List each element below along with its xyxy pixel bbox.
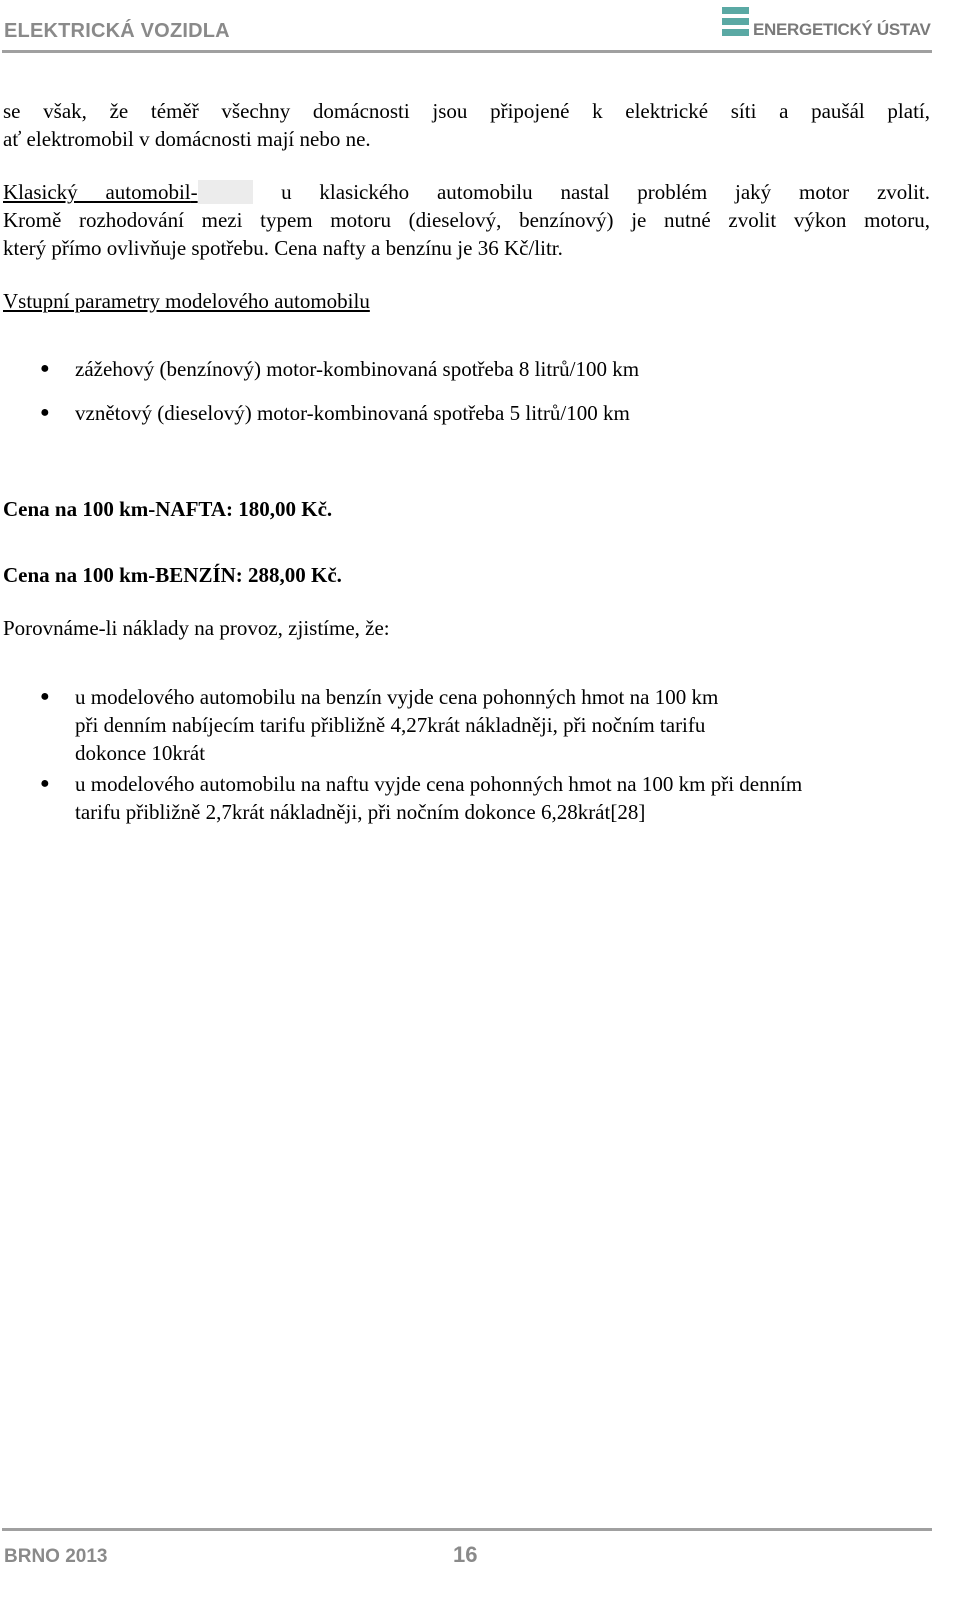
paragraph-1-line-1: se však, že téměř všechny domácnosti jsou připojené k elektrické síti a paušál platí,	[3, 99, 930, 123]
logo-text: ENERGETICKÝ ÚSTAV	[753, 20, 931, 39]
header-title: ELEKTRICKÁ VOZIDLA	[4, 20, 230, 42]
paragraph-2-line-2: Kromě rozhodování mezi typem motoru (dieselový, benzínový) je nutné zvolit výkon motoru,	[3, 208, 930, 232]
compare-intro: Porovnáme-li náklady na provoz, zjistíme, že:	[3, 616, 390, 640]
paragraph-2-line-1	[3, 178, 930, 206]
page-number: 16	[453, 1542, 478, 1567]
classic-car-text: u klasického automobilu nastal problém jaký motor zvolit.	[281, 180, 931, 204]
compare-list-item-2-line-1: u modelového automobilu na naftu vyjde cena pohonných hmot na 100 km při denním	[75, 772, 803, 796]
bullet-icon: ●	[40, 775, 50, 792]
compare-list-item-1-line-1: u modelového automobilu na benzín vyjde cena pohonných hmot na 100 km	[75, 685, 719, 709]
compare-list-item-1-line-2: při denním nabíjecím tarifu přibližně 4,27krát nákladněji, při nočním tarifu	[75, 713, 706, 737]
params-list-item: vznětový (dieselový) motor-kombinovaná spotřeba 5 litrů/100 km	[75, 401, 630, 425]
bullet-icon: ●	[40, 688, 50, 705]
bullet-icon: ●	[40, 360, 50, 377]
params-list-item: zážehový (benzínový) motor-kombinovaná spotřeba 8 litrů/100 km	[75, 357, 640, 381]
header-divider	[2, 50, 932, 53]
paragraph-1-line-2: ať elektromobil v domácnosti mají nebo ne.	[3, 127, 371, 151]
classic-car-dash: -	[190, 180, 198, 204]
price-benzin: Cena na 100 km-BENZÍN: 288,00 Kč.	[3, 563, 342, 587]
price-nafta: Cena na 100 km-NAFTA: 180,00 Kč.	[3, 497, 333, 521]
bullet-icon: ●	[40, 404, 50, 421]
logo-icon	[722, 7, 749, 37]
params-heading: Vstupní parametry modelového automobilu	[3, 289, 370, 313]
compare-list-item-2-line-2: tarifu přibližně 2,7krát nákladněji, při nočním dokonce 6,28krát[28]	[75, 800, 646, 824]
logo	[722, 7, 937, 41]
footer-location-year: BRNO 2013	[4, 1546, 108, 1567]
compare-list-item-1-line-3: dokonce 10krát	[75, 741, 206, 765]
paragraph-2-line-3: který přímo ovlivňuje spotřebu. Cena nafty a benzínu je 36 Kč/litr.	[3, 236, 563, 260]
classic-car-label: Klasický automobil	[3, 180, 191, 204]
footer-divider	[2, 1528, 932, 1531]
